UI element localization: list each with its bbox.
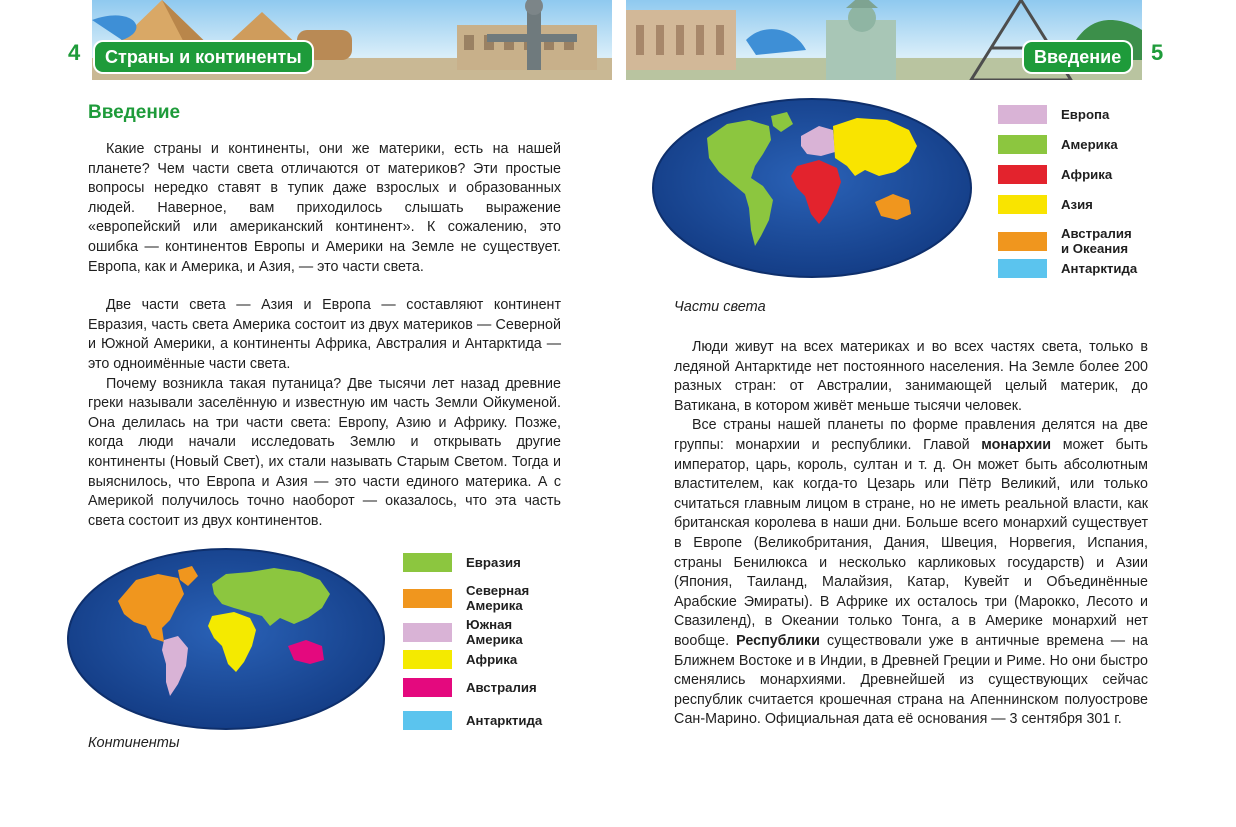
legend-swatch bbox=[998, 195, 1047, 214]
legend-item bbox=[403, 617, 523, 647]
legend-swatch bbox=[998, 105, 1047, 124]
paragraph bbox=[674, 416, 1148, 730]
map-caption-parts: Части света bbox=[674, 299, 766, 315]
right-text-column bbox=[674, 338, 1148, 730]
legend-item bbox=[998, 195, 1093, 214]
legend-swatch bbox=[998, 259, 1047, 278]
legend-label: Австралия и Океания bbox=[1061, 226, 1132, 256]
legend-swatch bbox=[998, 232, 1047, 251]
page-number-right: 5 bbox=[1151, 40, 1164, 65]
paragraph: Две части света — Азия и Европа — составляют континент Евразия, часть света Америка состоит из двух материков — Северной и Южной Америки, а континенты Африка, Австралия и Антарктида — это одноимённые части света. bbox=[88, 297, 561, 372]
section-title-pill: Введение bbox=[1024, 42, 1131, 72]
legend-label: Африка bbox=[466, 652, 518, 667]
legend-item bbox=[403, 711, 542, 730]
legend-item bbox=[998, 226, 1132, 256]
paragraph: Люди живут на всех материках и во всех частях света, только в ледяной Антарктиде нет постоянного населения. На Земле более 200 разных стран: от Австралии, занимающей целый материк, до Ватикана, в котором живёт меньше тысячи человек. bbox=[674, 339, 1148, 414]
legend-label: Европа bbox=[1061, 107, 1110, 122]
legend-swatch bbox=[998, 135, 1047, 154]
legend-label: Евразия bbox=[466, 555, 521, 570]
legend-parts-of-world bbox=[998, 105, 1168, 280]
legend-item bbox=[998, 105, 1109, 124]
continents-map bbox=[66, 546, 386, 732]
section-heading: Введение bbox=[88, 102, 181, 123]
parts-of-world-map bbox=[651, 96, 973, 280]
legend-continents bbox=[403, 553, 573, 733]
legend-label: Северная Америка bbox=[466, 583, 530, 613]
left-text-column bbox=[88, 140, 561, 531]
legend-item bbox=[998, 259, 1137, 278]
legend-swatch bbox=[403, 711, 452, 730]
legend-swatch bbox=[403, 678, 452, 697]
legend-swatch bbox=[998, 165, 1047, 184]
legend-item bbox=[403, 583, 529, 613]
page-number-left: 4 bbox=[68, 40, 81, 65]
paragraph: Какие страны и континенты, они же материки, есть на нашей планете? Чем части света отличаются от материков? Эти простые вопросы нередко ставят в тупик даже взрослых и образованных людей. Наверное, вам приходилось слышать выражение «европейский или американский континент». К сожалению, это ошибка — континентов Европы и Америки на Земле не существует. Европа, как и Америка, и Азия, — это части света. bbox=[88, 141, 561, 275]
paragraph-text: Все страны нашей планеты по форме правления делятся на две группы: монархии и республики. Главой bbox=[674, 417, 1148, 453]
legend-item bbox=[403, 650, 517, 669]
legend-label: Австралия bbox=[466, 680, 537, 695]
paragraph: Почему возникла такая путаница? Две тысячи лет назад древние греки называли заселённую и известную им часть Земли Ойкуменой. Она делилась на три части света: Европу, Азию и Африку. Позже, когда люди начали исследовать Землю и открывать другие континенты (Новый Свет), их стали называть Старым Светом. Тогда и выяснилось, что Европа и Азия — это части единого материка. А с Америкой получилось точно наоборот — оказалось, что эта часть света состоит из двух континентов. bbox=[88, 375, 561, 529]
legend-item bbox=[403, 553, 521, 572]
legend-label: Антарктида bbox=[1061, 261, 1138, 276]
term-monarchy: монархии bbox=[981, 436, 1052, 453]
legend-swatch bbox=[403, 650, 452, 669]
legend-label: Африка bbox=[1061, 167, 1113, 182]
term-republics: Республики bbox=[736, 632, 820, 649]
legend-item bbox=[403, 678, 537, 697]
paragraph-text: может быть император, царь, король, султан и т. д. Он может быть абсолютным властителем, как когда-то Цезарь или Пётр Великий, или только считаться главным лицом в стране, но не иметь реальной власти, как британская королева в наши дни. Больше всего монархий существует в Европе (Великобритания, Дания, Швеция, Норвегия, Испания, страны Бенилюкса и несколько карликовых государств) и Азии (Япония, Таиланд, Малайзия, Катар, Кувейт и Объединённые Арабские Эмираты). В Африке их осталось три (Марокко, Лесото и Свазиленд), в Океании только Тонга, а в Америке монархий нет вообще. bbox=[674, 436, 1148, 649]
legend-item bbox=[998, 135, 1118, 154]
legend-swatch bbox=[403, 589, 452, 608]
legend-swatch bbox=[403, 553, 452, 572]
map-caption-continents: Континенты bbox=[88, 735, 180, 751]
legend-item bbox=[998, 165, 1112, 184]
legend-label: Азия bbox=[1061, 197, 1093, 212]
legend-label: Антарктида bbox=[466, 713, 543, 728]
legend-swatch bbox=[403, 623, 452, 642]
legend-label: Южная Америка bbox=[466, 617, 523, 647]
legend-label: Америка bbox=[1061, 137, 1118, 152]
chapter-title-pill: Страны и континенты bbox=[95, 42, 312, 72]
paragraph-text: существовали уже в античные времена — на Ближнем Востоке и в Индии, в Древней Греции и Риме. Но они быстро сменялись монархиями. Древнейшей из существующих сейчас республик считается крошечная страна на Апеннинском полуострове Сан-Марино. Официальная дата её основания — 3 сентября 301 г. bbox=[674, 632, 1149, 728]
